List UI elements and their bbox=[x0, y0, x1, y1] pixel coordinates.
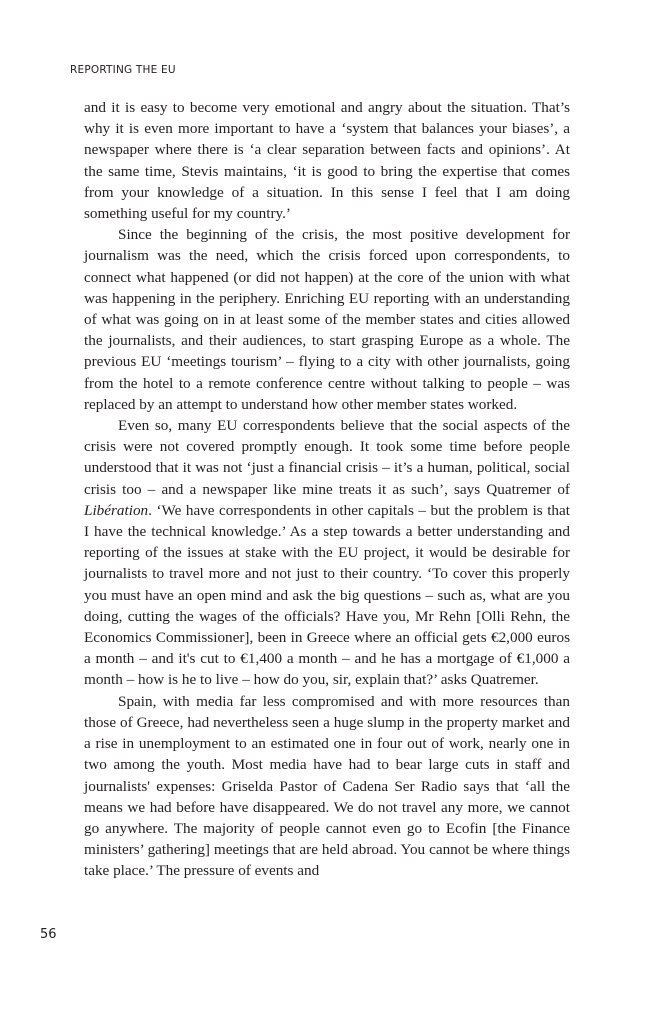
body-text bbox=[84, 97, 570, 882]
paragraph-2: Since the beginning of the crisis, the most positive development for journalism was the need, which the crisis forced upon correspondents, to connect what happened (or did not happen) at the core of the union with what was happening in the periphery. Enriching EU reporting with an understanding of what was going on in at least some of the member states and cities allowed the journalists, and their audiences, to start grasping Europe as a whole. The previous EU ‘meetings tourism’ – flying to a city with other journalists, going from the hotel to a remote conference centre without talking to people – was replaced by an attempt to understand how other member states worked. bbox=[84, 226, 570, 413]
paragraph-1: and it is easy to become very emotional and angry about the situation. That’s why it is even more important to have a ‘system that balances your biases’, a newspaper where there is ‘a clear separation between facts and opinions’. At the same time, Stevis maintains, ‘it is good to bring the expertise that comes from your knowledge of a situation. In this sense I feel that I am doing something useful for my country.’ bbox=[84, 99, 570, 223]
paragraph-3-text-after: . ‘We have correspondents in other capitals – but the problem is that I have the technical knowledge.’ As a step towards a better understanding and reporting of the issues at stake with the EU project, it would be desirable for journalists to travel more and not just to their country. ‘To cover this properly you must have an open mind and ask the big questions – such as, what are you doing, cutting the wages of the officials? Have you, Mr Rehn [Olli Rehn, the Economics Commissioner], been in Greece where an official gets €2,000 euros a month – and it's cut to €1,400 a month – and he has a mortgage of €1,000 a month – how is he to live – how do you, sir, explain that?’ asks Quatremer. bbox=[84, 501, 570, 689]
paragraph-4: Spain, with media far less compromised and with more resources than those of Greece, had nevertheless seen a huge slump in the property market and a rise in unemployment to an estimated one in four out of work, nearly one in two among the youth. Most media have had to bear large cuts in staff and journalists' expenses: Griselda Pastor of Cadena Ser Radio says that ‘all the means we had before have disappeared. We do not travel any more, we cannot go anywhere. The majority of people cannot even go to Ecofin [the Finance ministers’ gathering] meetings that are held abroad. You cannot be where things take place.’ The pressure of events and bbox=[84, 692, 570, 880]
newspaper-title-italic: Libération bbox=[84, 501, 149, 519]
running-head: REPORTING THE EU bbox=[70, 64, 176, 76]
paragraph-3-text-before: Even so, many EU correspondents believe that the social aspects of the crisis were not covered promptly enough. It took some time before people understood that it was not ‘just a financial crisis – it’s a human, political, social crisis too – and a newspaper like mine treats it as such’, says Quatremer of bbox=[84, 417, 570, 498]
paragraph-3 bbox=[84, 415, 570, 691]
page-number: 56 bbox=[40, 927, 57, 942]
